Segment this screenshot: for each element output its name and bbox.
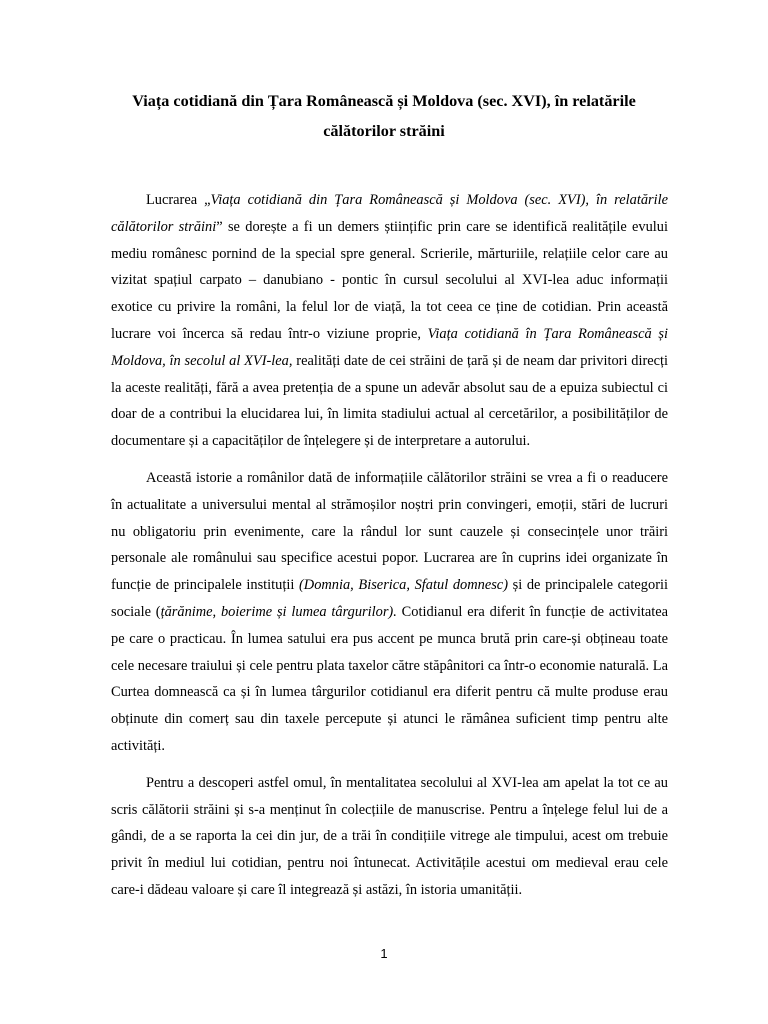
document-body (111, 187, 668, 914)
paragraph-3-text: Pentru a descoperi astfel omul, în mentalitatea secolului al XVI-lea am apelat la tot ce au scris călătorii străini și s-a menținut în colecțiile de manuscrise. Pentru a înțelege felul lui de a gândi, de a se raporta la cei din jur, de a trăi în condițiile vitrege ale timpului, acest om trebuie privit în mediul lui cotidian, pentru noi întunecat. Activitățile acestui om medieval erau cele care-i dădeau valoare și care îl integrează și astăzi, în istoria umanității. (111, 774, 668, 898)
paragraph-2-italic-institutions: (Domnia, Biserica, Sfatul domnesc) (299, 577, 508, 594)
paragraph-2-italic-categories: țărănime, boierime și lumea târgurilor). (160, 603, 397, 620)
paragraph-1 (111, 187, 668, 455)
paragraph-1-italic-phrase: Viața cotidiană în Țara Românească și Moldova, în secolul al XVI-lea, (111, 325, 668, 369)
paragraph-1-text-b: ” se dorește a fi un demers științific prin care se identifică realitățile evului mediu românesc pornind de la special spre general. Scrierile, mărturiile, relațiile celor care au vizitat spațiul carpato – danubiano - pontic în cursul secolului al XVI-lea aduc informații exotice cu privire la români, la felul lor de viață, la tot ceea ce ține de cotidian. Prin această lucrare voi încerca să redau într-o viziune proprie, (111, 218, 668, 342)
paragraph-2-text-b: și de principalele categorii sociale ( (111, 577, 668, 620)
paragraph-1-text-a: Lucrarea „ (146, 192, 211, 208)
paragraph-1-text-c: realități date de cei străini de țară și de neam dar privitori direcți la aceste realități, fără a avea pretenția de a spune un adevăr absolut sau de a epuiza subiectul ci doar de a contribui la elucidarea lui, în limita stadiului actual al cercetărilor, a posibilităților de documentare și a capacităților de înțelegere și de interpretare a autorului. (111, 352, 669, 450)
document-title (80, 86, 688, 146)
paragraph-3 (111, 770, 668, 904)
paragraph-2 (111, 465, 668, 760)
page-number: 1 (380, 946, 388, 961)
paragraph-2-text-a: Această istorie a românilor dată de informațiile călătorilor străini se vrea a fi o readucere în actualitate a universului mental al strămoșilor noștri prin convingeri, emoții, stări de lucruri nu obligatoriu prin evenimente, care la rândul lor sunt cauzele și consecințele unor trăiri personale ale românului sau specifice acestui popor. Lucrarea are în cuprins idei organizate în funcție de principalele instituții (111, 469, 668, 594)
title-line-1: Viața cotidiană din Țara Românească și Moldova (sec. XVI), în relatările (132, 92, 636, 110)
paragraph-1-italic-title: Viața cotidiană din Țara Românească și Moldova (sec. XVI), în relatările călătorilor străini (111, 192, 668, 235)
paragraph-2-text-c: Cotidianul era diferit în funcție de activitatea pe care o practicau. În lumea satului era pus accent pe munca brută prin care-și obțineau toate cele necesare traiului și cele pentru plata taxelor către stăpânitori ca într-o economie naturală. La Curtea domnească ca și în lumea târgurilor cotidianul era diferit pentru că multe produse erau obținute din comerț sau din taxele percepute și atunci le rămânea suficient timp pentru alte activități. (111, 603, 668, 754)
title-line-2: călătorilor străini (323, 122, 445, 140)
